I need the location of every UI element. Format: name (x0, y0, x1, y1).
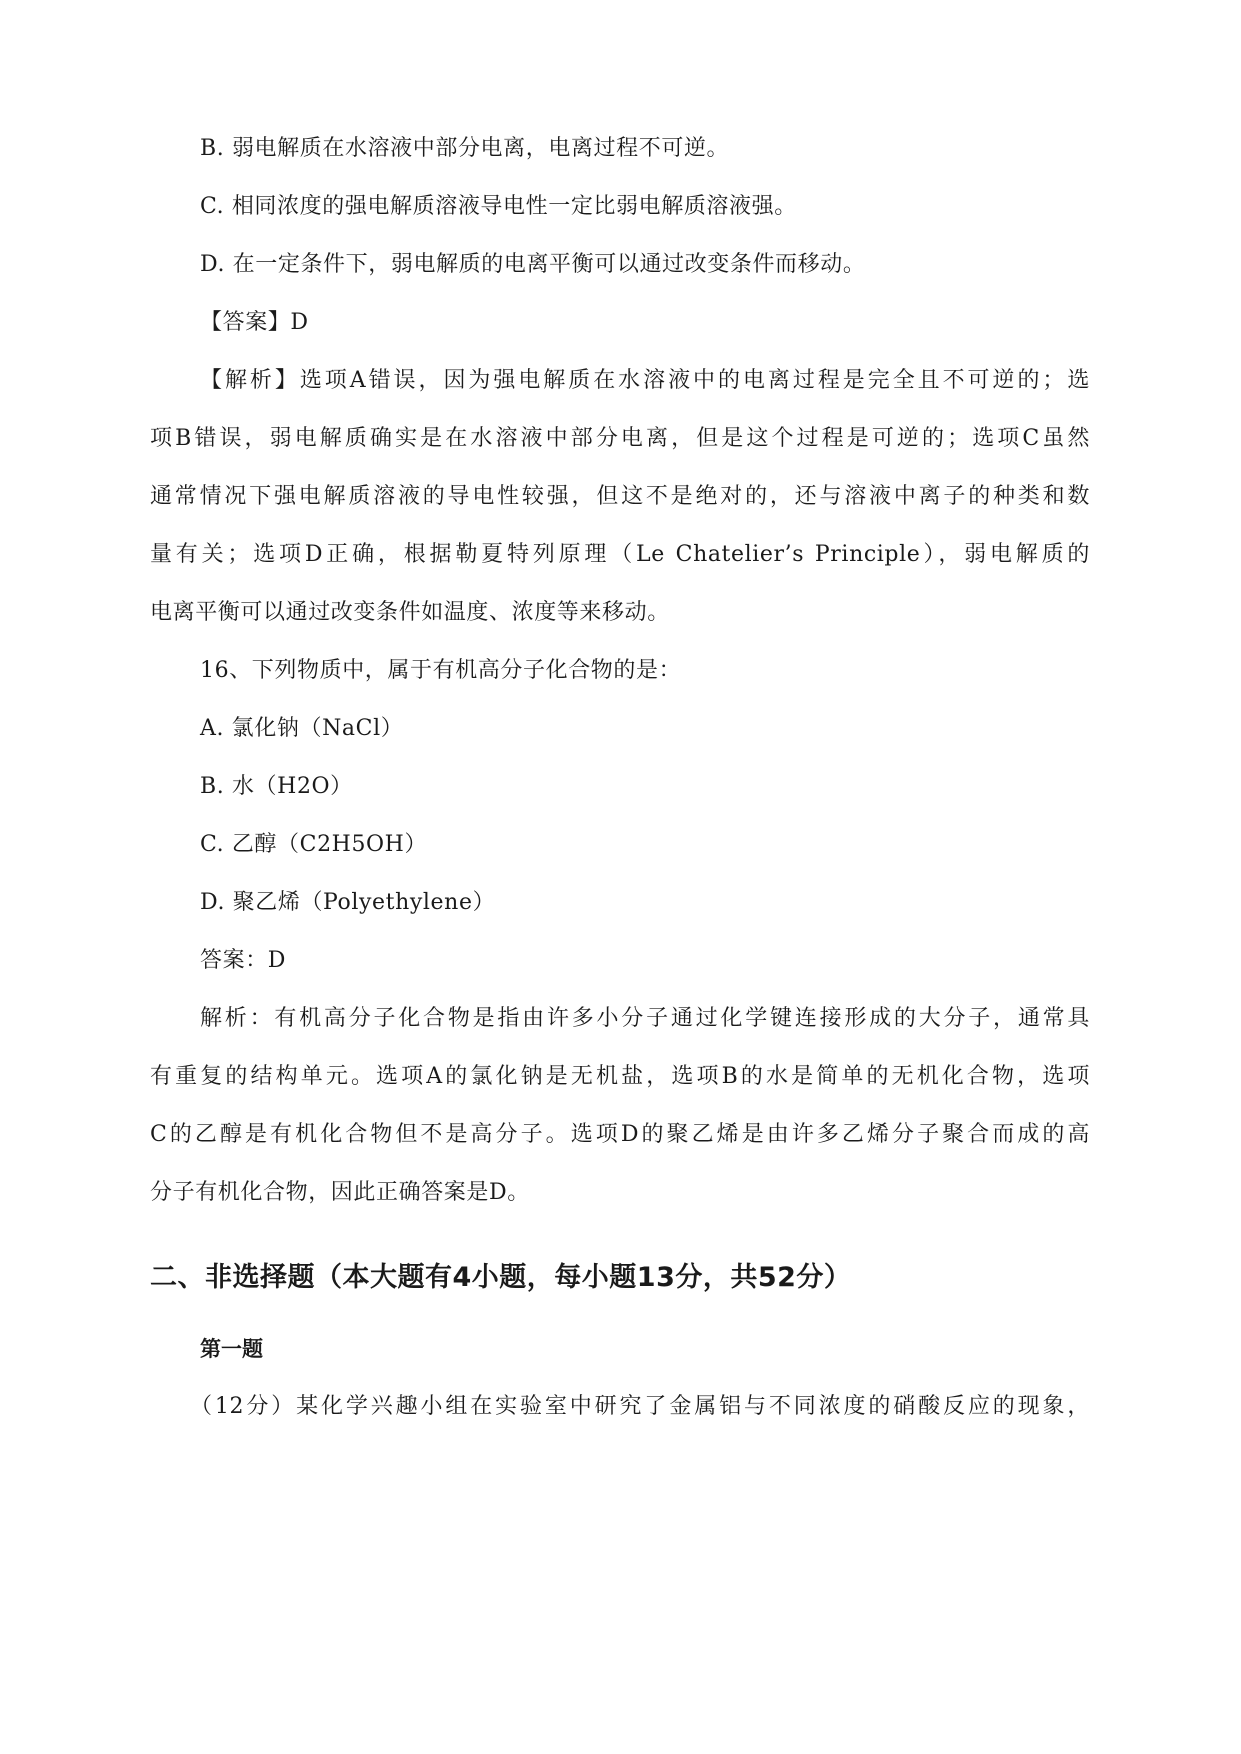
q16-option-c: C. 乙醇（C2H5OH） (200, 832, 428, 857)
q16-option-b: B. 水（H2O） (200, 774, 353, 799)
q16-option-a: A. 氯化钠（NaCl） (200, 716, 404, 741)
first-question-title: 第一题 (200, 1337, 263, 1361)
q15-option-d: D. 在一定条件下，弱电解质的电离平衡可以通过改变条件而移动。 (200, 252, 866, 277)
q15-analysis-line: 【解析】选项A错误，因为强电解质在水溶液中的电离过程是完全且不可逆的；选 (200, 368, 1090, 393)
q15-answer: 【答案】D (200, 310, 309, 335)
q16-answer: 答案：D (200, 948, 287, 973)
q16-analysis-line: 分子有机化合物，因此正确答案是D。 (150, 1180, 530, 1205)
q15-option-b: B. 弱电解质在水溶液中部分电离，电离过程不可逆。 (200, 136, 730, 161)
q16-question: 16、下列物质中，属于有机高分子化合物的是： (200, 658, 682, 683)
q15-analysis-line: 通常情况下强电解质溶液的导电性较强，但这不是绝对的，还与溶液中离子的种类和数 (150, 484, 1090, 509)
q15-analysis-line: 量有关；选项D正确，根据勒夏特列原理（Le Chatelier’s Principle），弱电解质的 (150, 542, 1090, 567)
q16-option-d: D. 聚乙烯（Polyethylene） (200, 890, 496, 915)
q16-analysis-line: 有重复的结构单元。选项A的氯化钠是无机盐，选项B的水是简单的无机化合物，选项 (150, 1064, 1090, 1089)
q16-analysis-line: 解析：有机高分子化合物是指由许多小分子通过化学键连接形成的大分子，通常具 (200, 1006, 1090, 1031)
section-heading: 二、非选择题（本大题有4小题，每小题13分，共52分） (150, 1262, 852, 1293)
first-question-text: （12分）某化学兴趣小组在实验室中研究了金属铝与不同浓度的硝酸反应的现象， (190, 1394, 1090, 1419)
q15-analysis-line: 项B错误，弱电解质确实是在水溶液中部分电离，但是这个过程是可逆的；选项C虽然 (150, 426, 1090, 451)
q15-option-c: C. 相同浓度的强电解质溶液导电性一定比弱电解质溶液强。 (200, 194, 797, 219)
q16-analysis-line: C的乙醇是有机化合物但不是高分子。选项D的聚乙烯是由许多乙烯分子聚合而成的高 (150, 1122, 1090, 1147)
q15-analysis-line: 电离平衡可以通过改变条件如温度、浓度等来移动。 (150, 600, 670, 625)
